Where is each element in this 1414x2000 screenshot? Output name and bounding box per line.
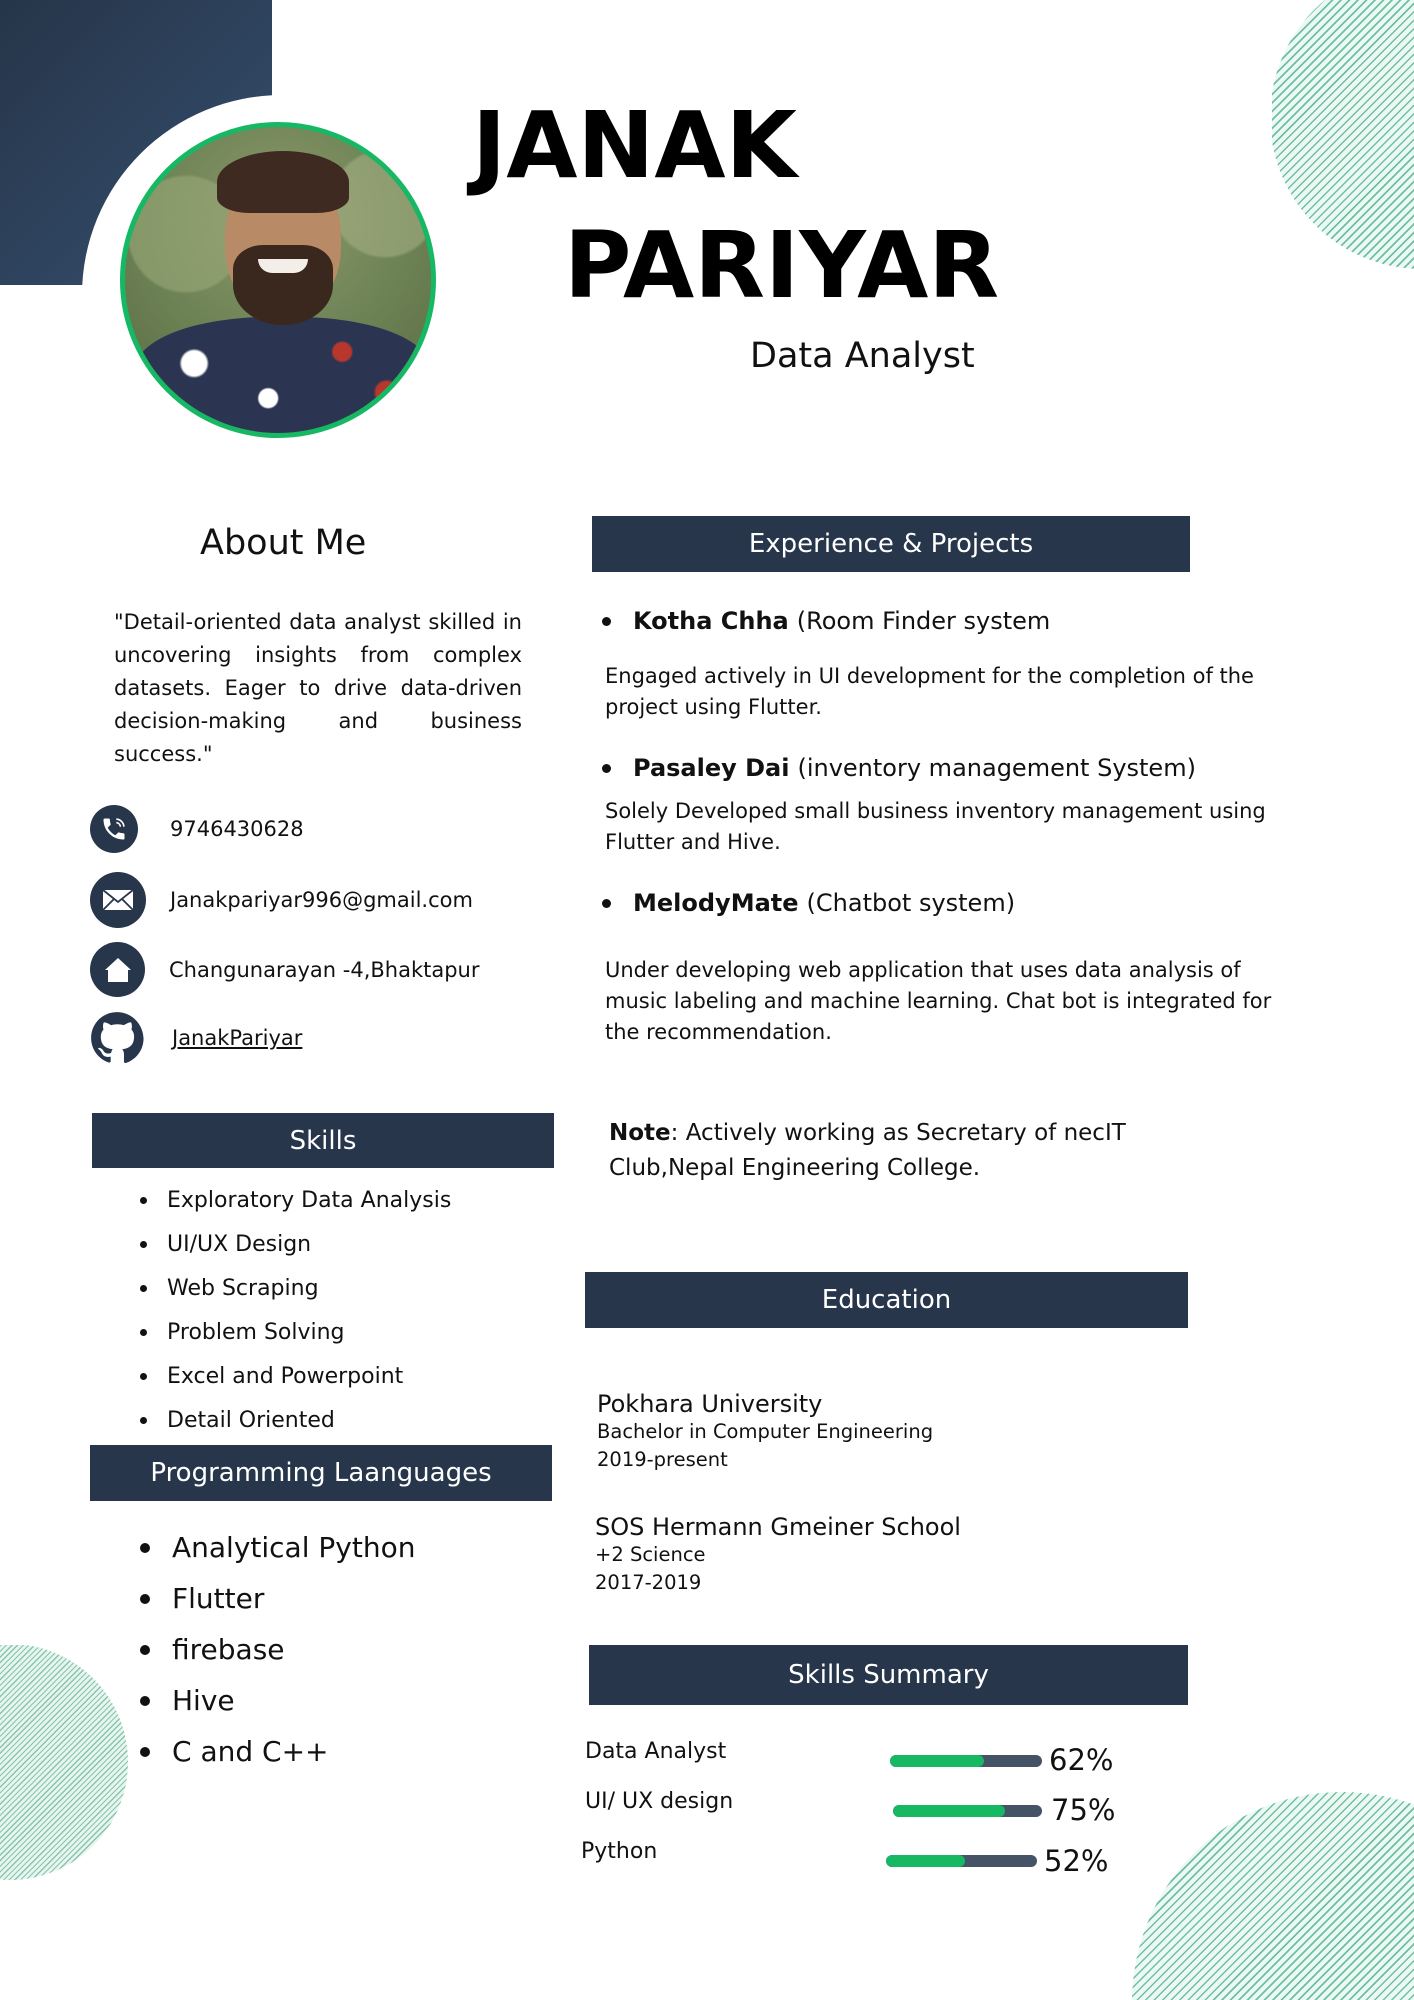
education-item: [597, 1390, 933, 1474]
bullet-icon: [140, 1373, 147, 1380]
education-heading-bar: [585, 1272, 1188, 1328]
years: 2017-2019: [595, 1571, 702, 1594]
bullet-icon: [140, 1747, 150, 1757]
degree: Bachelor in Computer Engineering: [597, 1420, 934, 1443]
note-label: Note: [609, 1120, 671, 1146]
about-heading: About Me: [200, 523, 367, 563]
language-item: C and C++: [140, 1726, 415, 1777]
skills-heading: Skills: [289, 1125, 357, 1156]
skill-progress-fill: [893, 1805, 1005, 1817]
project-title-pasaley-dai: Pasaley Dai (inventory management System): [602, 754, 1322, 782]
skills-summary-heading-bar: [589, 1645, 1188, 1705]
contact-phone: [90, 805, 304, 853]
about-text: "Detail-oriented data analyst skilled in uncovering insights from complex datasets. Eager to drive data-driven decision-making and business success.": [114, 610, 522, 766]
contact-address: [90, 942, 480, 997]
experience-heading: Experience & Projects: [748, 529, 1034, 559]
project-description: Engaged actively in UI development for the completion of the project using Flutter.: [605, 664, 1254, 719]
bullet-icon: [140, 1543, 150, 1553]
skill-progress-fill: [886, 1855, 965, 1867]
bullet-icon: [140, 1329, 147, 1336]
github-icon: [90, 1011, 144, 1065]
language-item: Hive: [140, 1675, 415, 1726]
address: Changunarayan -4,Bhaktapur: [169, 957, 480, 982]
profile-photo: [120, 122, 436, 438]
hatched-circle-bottom-left: [0, 1645, 130, 1880]
bullet-icon: [602, 764, 611, 773]
bullet-icon: [140, 1417, 147, 1424]
languages-heading-bar: [90, 1445, 552, 1501]
github-link[interactable]: JanakPariyar: [172, 1026, 303, 1050]
skill-progress-bar: [893, 1805, 1042, 1817]
skills-list: [140, 1178, 451, 1442]
years: 2019-present: [597, 1448, 728, 1471]
languages-list: [140, 1522, 415, 1777]
home-icon: [90, 942, 145, 997]
skill-item: Web Scraping: [140, 1266, 451, 1310]
skill-item: Detail Oriented: [140, 1398, 451, 1442]
project-description: Under developing web application that uses data analysis of music labeling and machine learning. Chat bot is integrated for the recommendation.: [605, 958, 1272, 1044]
skill-progress-fill: [890, 1755, 984, 1767]
project-title-kotha-chha: Kotha Chha (Room Finder system: [602, 607, 1322, 635]
school-name: Pokhara University: [597, 1390, 823, 1418]
last-name: PARIYAR: [564, 212, 1000, 319]
skill-summary-label: Python: [581, 1839, 658, 1864]
skill-percent: 62%: [1049, 1743, 1114, 1777]
language-item: firebase: [140, 1624, 415, 1675]
bullet-icon: [140, 1696, 150, 1706]
education-heading: Education: [821, 1285, 952, 1315]
bullet-icon: [140, 1594, 150, 1604]
phone-icon: [90, 805, 138, 853]
education-item: [595, 1513, 961, 1597]
skill-summary-label: Data Analyst: [585, 1739, 727, 1764]
hatched-circle-bottom-right: [1132, 1792, 1414, 2000]
email-address[interactable]: Janakpariyar996@gmail.com: [170, 888, 473, 912]
experience-heading-bar: [592, 516, 1190, 572]
project-description: Solely Developed small business inventory management using Flutter and Hive.: [605, 799, 1266, 854]
school-name: SOS Hermann Gmeiner School: [595, 1513, 961, 1541]
degree: +2 Science: [595, 1543, 706, 1566]
skills-summary-heading: Skills Summary: [788, 1660, 989, 1690]
skill-item: Exploratory Data Analysis: [140, 1178, 451, 1222]
note-text: Note: Actively working as Secretary of necIT Club,Nepal Engineering College.: [609, 1120, 1126, 1181]
hatched-circle-top-right: [1272, 0, 1414, 270]
bullet-icon: [140, 1241, 147, 1248]
phone-number[interactable]: 9746430628: [170, 817, 304, 841]
bullet-icon: [140, 1197, 147, 1204]
skill-percent: 75%: [1051, 1793, 1116, 1827]
contact-github: [90, 1011, 302, 1065]
language-item: Analytical Python: [140, 1522, 415, 1573]
skill-progress-bar: [890, 1755, 1042, 1767]
skill-item: UI/UX Design: [140, 1222, 451, 1266]
bullet-icon: [140, 1285, 147, 1292]
first-name: JANAK: [472, 92, 797, 199]
skills-heading-bar: [92, 1113, 554, 1168]
contact-email: [90, 872, 473, 928]
language-item: Flutter: [140, 1573, 415, 1624]
skill-item: Problem Solving: [140, 1310, 451, 1354]
bullet-icon: [602, 617, 611, 626]
project-title-melodymate: MelodyMate (Chatbot system): [602, 889, 1322, 917]
languages-heading: Programming Laanguages: [150, 1458, 492, 1488]
mail-icon: [90, 872, 146, 928]
bullet-icon: [140, 1645, 150, 1655]
bullet-icon: [602, 899, 611, 908]
skill-item: Excel and Powerpoint: [140, 1354, 451, 1398]
job-title: Data Analyst: [750, 336, 975, 376]
skill-progress-bar: [886, 1855, 1037, 1867]
skill-percent: 52%: [1044, 1844, 1109, 1878]
skill-summary-label: UI/ UX design: [585, 1789, 734, 1814]
